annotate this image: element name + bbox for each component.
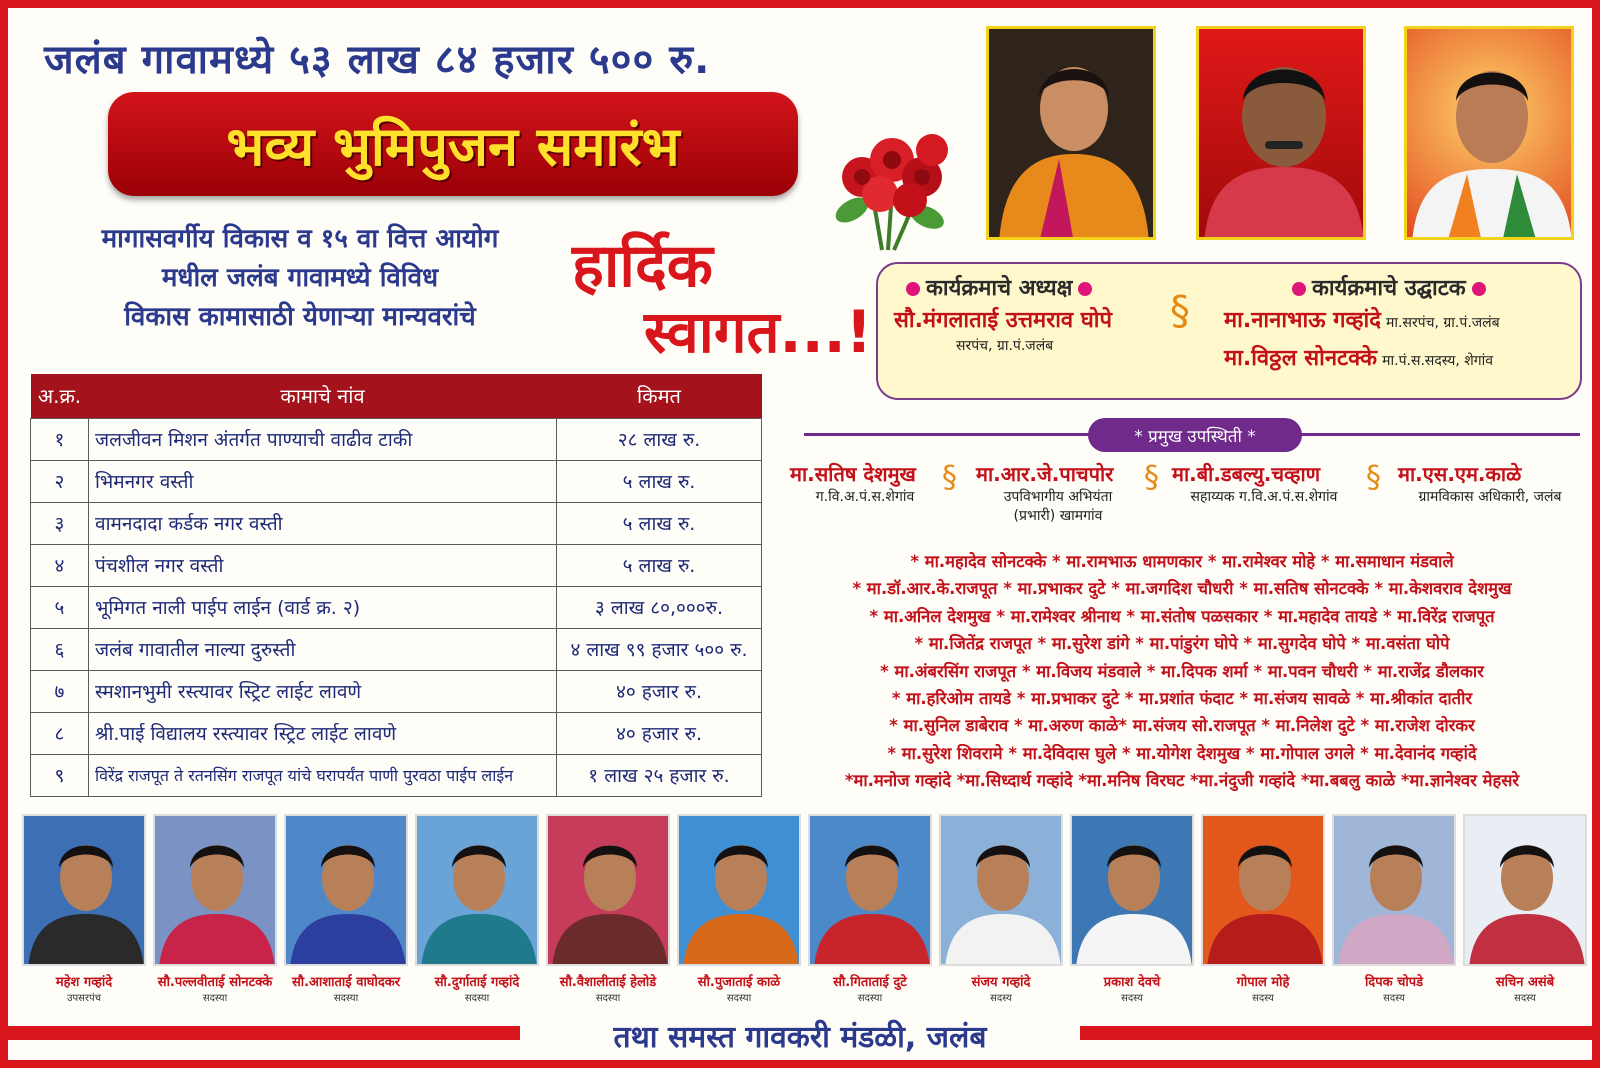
bullet-dot-icon xyxy=(1292,282,1306,296)
member-card xyxy=(546,814,670,1004)
person-portrait-icon xyxy=(1407,29,1574,240)
presence-person-3: मा.बी.डबल्यु.चव्हाण सहाय्यक ग.वि.अ.पं.स.शेगांव xyxy=(1172,462,1338,505)
table-row: ८ श्री.पाई विद्यालय रस्त्यावर स्ट्रिट लाईट लावणे ४० हजार रु. xyxy=(31,712,762,754)
member-photo xyxy=(808,814,932,966)
attendee-line: * मा.महादेव सोनटक्के * मा.रामभाऊ धामणकार * मा.रामेश्वर मोहे * मा.समाधान मंडवाले xyxy=(910,552,1454,571)
member-photo xyxy=(939,814,1063,966)
inaugurator-2: मा.विठ्ठल सोनटक्के मा.पं.स.सदस्य, शेगांव xyxy=(1224,346,1494,371)
member-card xyxy=(153,814,277,1004)
member-card xyxy=(1070,814,1194,1004)
person-portrait-icon xyxy=(548,816,670,966)
ornament-swirl-icon: § xyxy=(1144,460,1159,495)
member-photo xyxy=(22,814,146,966)
member-photo xyxy=(1463,814,1587,966)
member-role: सदस्य xyxy=(1121,993,1143,1004)
president-photo xyxy=(986,26,1156,240)
col-header-name: कामाचे नांव xyxy=(89,374,557,418)
person-portrait-icon xyxy=(1199,29,1366,240)
attendee-line: * मा.डॉ.आर.के.राजपूत * मा.प्रभाकर दुटे * मा.जगदिश चौधरी * मा.सतिष सोनटक्के * मा.केशवराव देशमुख xyxy=(852,579,1512,599)
attendee-line: * मा.अनिल देशमुख * मा.रामेश्वर श्रीनाथ * मा.संतोष पळसकार * मा.महादेव तायडे * मा.विरेंद्र राजपूत xyxy=(869,606,1495,626)
ornament-swirl-icon: § xyxy=(1366,460,1381,495)
member-role: सदस्य xyxy=(1252,993,1274,1004)
member-role: सदस्या xyxy=(595,993,621,1004)
intro-line-1: मागासवर्गीय विकास व १५ वा वित्त आयोग xyxy=(101,224,499,254)
table-row: ४ पंचशील नगर वस्ती ५ लाख रु. xyxy=(31,544,762,586)
member-photo xyxy=(284,814,408,966)
person-portrait-icon xyxy=(679,816,801,966)
person-portrait-icon xyxy=(941,816,1063,966)
person-portrait-icon xyxy=(24,816,146,966)
person-portrait-icon xyxy=(1465,816,1587,966)
member-photo xyxy=(1332,814,1456,966)
member-role: सदस्या xyxy=(333,993,359,1004)
footer-text: तथा समस्त गावकरी मंडळी, जलंब xyxy=(613,1019,987,1055)
person-portrait-icon xyxy=(417,816,539,966)
ornament-swirl-icon: § xyxy=(942,460,957,495)
member-photo xyxy=(677,814,801,966)
member-name: सौ.वैशालीताई हेलोडे xyxy=(559,975,657,990)
table-row: २ भिमनगर वस्ती ५ लाख रु. xyxy=(31,460,762,502)
col-header-num: अ.क्र. xyxy=(31,374,89,418)
member-name: सौ.दुर्गाताई गव्हांदे xyxy=(434,975,520,990)
member-name: महेश गव्हांदे xyxy=(55,975,113,990)
guest-panel xyxy=(876,262,1582,400)
member-role: सदस्या xyxy=(857,993,883,1004)
member-name: सचिन असंबे xyxy=(1495,975,1555,990)
member-role: सदस्य xyxy=(990,993,1012,1004)
person-portrait-icon xyxy=(1334,816,1456,966)
member-name: गोपाल मोहे xyxy=(1236,975,1290,990)
ornament-swirl-icon: § xyxy=(1170,288,1190,334)
member-photo xyxy=(1070,814,1194,966)
works-table xyxy=(30,374,762,797)
inaugurator-2-photo xyxy=(1404,26,1574,240)
inaugurator-1: मा.नानाभाऊ गव्हांदे मा.सरपंच, ग्रा.पं.जलंब xyxy=(1224,308,1500,333)
member-photo xyxy=(415,814,539,966)
bullet-dot-icon xyxy=(1472,282,1486,296)
person-portrait-icon xyxy=(1072,816,1194,966)
footer xyxy=(520,1012,1080,1058)
member-card xyxy=(939,814,1063,1004)
person-portrait-icon xyxy=(286,816,408,966)
attendee-line: * मा.हरिओम तायडे * मा.प्रभाकर दुटे * मा.प्रशांत फंदाट * मा.संजय सावळे * मा.श्रीकांत दातीर xyxy=(891,689,1473,709)
headline-amount: जलंब गावामध्ये ५३ लाख ८४ हजार ५०० रु. xyxy=(44,37,711,83)
rose-bouquet-icon xyxy=(822,122,956,252)
member-name: सौ.गिताताई दुटे xyxy=(833,975,907,990)
member-photo xyxy=(546,814,670,966)
attendee-line: * मा.सुरेश शिवरामे * मा.देविदास घुले * मा.योगेश देशमुख * मा.गोपाल उगले * मा.देवानंद गव्हांदे xyxy=(887,743,1477,763)
member-photo xyxy=(153,814,277,966)
member-card xyxy=(1332,814,1456,1004)
member-name: प्रकाश देवचे xyxy=(1103,975,1161,990)
person-portrait-icon xyxy=(810,816,932,966)
member-card xyxy=(284,814,408,1004)
inaugurator-heading: कार्यक्रमाचे उद्घाटक xyxy=(1286,272,1492,302)
inaugurator-1-photo xyxy=(1196,26,1366,240)
member-name: संजय गव्हांदे xyxy=(971,975,1031,990)
table-row: ९ विरेंद्र राजपूत ते रतनसिंग राजपूत यांचे घरापर्यंत पाणी पुरवठा पाईप लाईन १ लाख २५ हजार रु. xyxy=(31,754,762,796)
bullet-dot-icon xyxy=(1078,282,1092,296)
member-name: दिपक चोपडे xyxy=(1364,975,1424,990)
member-card xyxy=(1201,814,1325,1004)
member-card xyxy=(677,814,801,1004)
event-title-banner xyxy=(108,92,798,196)
intro-line-3: विकास कामासाठी येणाऱ्या मान्यवरांचे xyxy=(124,302,476,332)
attendee-line: * मा.सुनिल डाबेराव * मा.अरुण काळे* मा.संजय सो.राजपूत * मा.निलेश दुटे * मा.राजेश दोरकर xyxy=(889,716,1475,736)
member-name: सौ.पुजाताई काळे xyxy=(697,975,781,990)
member-role: उपसरपंच xyxy=(66,993,102,1004)
intro-text xyxy=(30,220,570,337)
presence-person-4: मा.एस.एम.काळे ग्रामविकास अधिकारी, जलंब xyxy=(1398,462,1562,505)
col-header-cost: किमत xyxy=(557,374,762,418)
member-card xyxy=(808,814,932,1004)
member-photo xyxy=(1201,814,1325,966)
president-heading: कार्यक्रमाचे अध्यक्ष xyxy=(900,272,1098,302)
event-title: भव्य भुमिपुजन समारंभ xyxy=(226,115,680,178)
attendee-line: * मा.जितेंद्र राजपूत * मा.सुरेश डांगे * मा.पांडुरंग घोपे * मा.सुगदेव घोपे * मा.वसंता घोपे xyxy=(914,634,1450,654)
attendee-line: *मा.मनोज गव्हांदे *मा.सिध्दार्थ गव्हांदे *मा.मनिष विरघट *मा.नंदुजी गव्हांदे *मा.बबलु काळे *मा.ज्ञानेश्वर मेहसरे xyxy=(844,771,1520,791)
member-name: सौ.पल्लवीताई सोनटक्के xyxy=(157,975,273,990)
member-role: सदस्या xyxy=(464,993,490,1004)
presence-person-1: मा.सतिष देशमुख ग.वि.अ.पं.स.शेगांव xyxy=(790,462,916,505)
table-row: ७ स्मशानभुमी रस्त्यावर स्ट्रिट लाईट लावणे ४० हजार रु. xyxy=(31,670,762,712)
presence-label: * प्रमुख उपस्थिती * xyxy=(1088,418,1302,452)
welcome-word-2: स्वागत...! xyxy=(644,298,873,366)
attendee-line: * मा.अंबरसिंग राजपूत * मा.विजय मंडवाले * मा.दिपक शर्मा * मा.पवन चौधरी * मा.राजेंद्र डौलकार xyxy=(880,661,1484,681)
member-role: सदस्य xyxy=(1383,993,1405,1004)
person-portrait-icon xyxy=(155,816,277,966)
president-role: सरपंच, ग्रा.पं.जलंब xyxy=(956,338,1054,354)
table-row: ३ वामनदादा कर्डक नगर वस्ती ५ लाख रु. xyxy=(31,502,762,544)
member-role: सदस्य xyxy=(1514,993,1536,1004)
member-name: सौ.आशाताई वाघोदकर xyxy=(291,975,401,990)
president-name: सौ.मंगलाताई उत्तमराव घोपे xyxy=(894,308,1112,333)
member-card xyxy=(22,814,146,1004)
member-role: सदस्या xyxy=(202,993,228,1004)
person-portrait-icon xyxy=(989,29,1156,240)
person-portrait-icon xyxy=(1203,816,1325,966)
welcome-word-1: हार्दिक xyxy=(572,231,713,301)
table-row: ५ भूमिगत नाली पाईप लाईन (वार्ड क्र. २) ३ लाख ८०,०००रु. xyxy=(31,586,762,628)
presence-person-2: मा.आर.जे.पाचपोर उपविभागीय अभियंता (प्रभारी) खामगांव xyxy=(976,462,1114,524)
member-role: सदस्या xyxy=(726,993,752,1004)
member-card xyxy=(1463,814,1587,1004)
table-row: १ जलजीवन मिशन अंतर्गत पाण्याची वाढीव टाकी २८ लाख रु. xyxy=(31,418,762,460)
intro-line-2: मधील जलंब गावामध्ये विविध xyxy=(161,263,439,293)
attendee-names xyxy=(768,548,1596,795)
table-row: ६ जलंब गावातील नाल्या दुरुस्ती ४ लाख ९९ हजार ५०० रु. xyxy=(31,628,762,670)
table-header-row xyxy=(31,374,762,418)
member-card xyxy=(415,814,539,1004)
bullet-dot-icon xyxy=(906,282,920,296)
